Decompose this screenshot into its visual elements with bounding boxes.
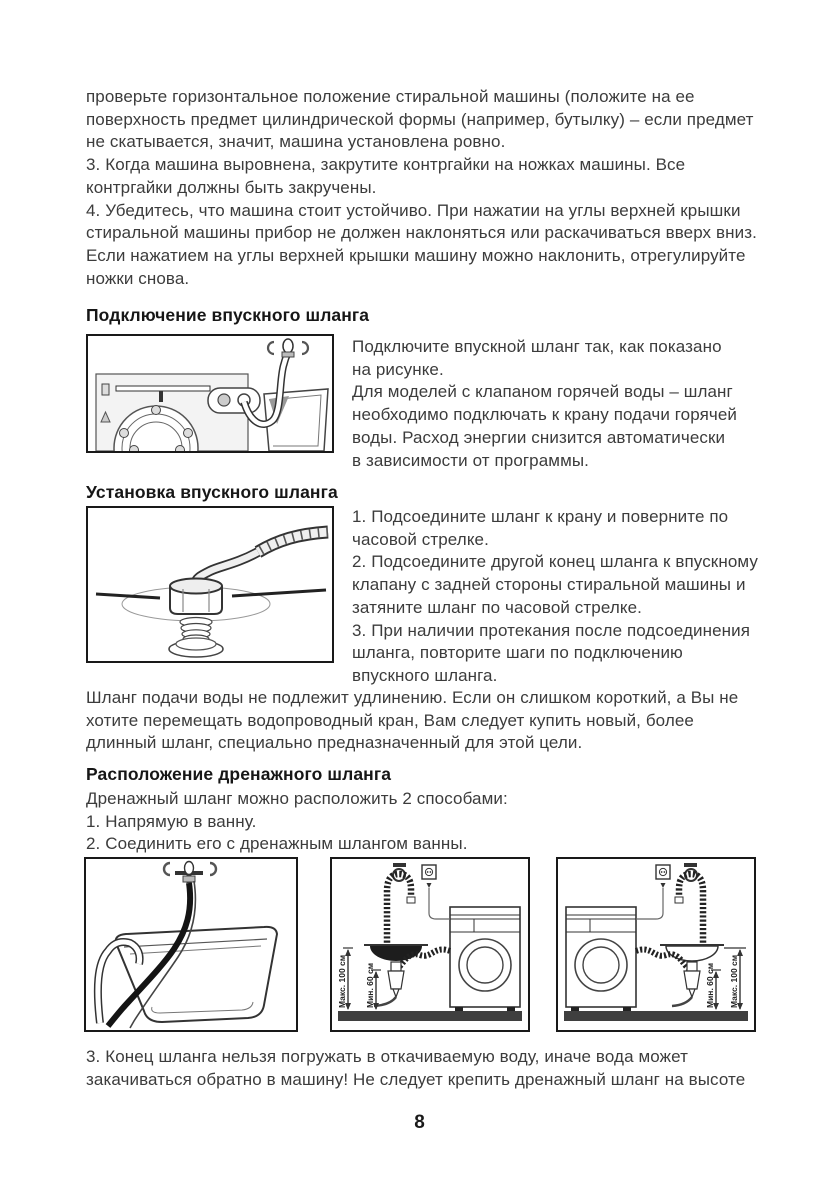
text-line: необходимо подключать к крану подачи горячей: [352, 405, 738, 425]
text-line: 3. Когда машина выровнена, закрутите контргайки на ножках машины. Все: [86, 155, 686, 175]
text-line: проверьте горизонтальное положение стиральной машины (положите на ее: [86, 87, 695, 106]
section-heading-inlet-connection: Подключение впускного шланга: [86, 305, 370, 325]
text-line: часовой стрелке.: [352, 529, 489, 549]
text-line: 1. Напрямую в ванну.: [86, 811, 257, 831]
max-height-label: Макс. 100 см: [729, 954, 739, 1008]
text-line: в зависимости от программы.: [352, 450, 590, 470]
min-height-label: Мин. 60 см: [705, 963, 715, 1008]
inlet-installation-text: [352, 506, 772, 688]
text-line: Подключите впускной шланг так, как показано: [352, 337, 722, 356]
max-height-label: Макс. 100 см: [337, 954, 347, 1008]
inlet-installation-figure: [86, 506, 334, 663]
inlet-connection-illustration: [88, 336, 332, 451]
drain-bathtub-illustration: [86, 859, 296, 1030]
text-line: шланга, повторите шаги по подключению: [352, 643, 683, 663]
text-line: контргайки должны быть закручены.: [86, 177, 377, 197]
text-line: ножки снова.: [86, 268, 190, 288]
text-line: на рисунке.: [352, 359, 444, 379]
text-line: не скатывается, значит, машина установлена ровно.: [86, 132, 506, 152]
min-height-label: Мин. 60 см: [365, 963, 375, 1008]
section-heading-inlet-installation: Установка впускного шланга: [86, 482, 338, 502]
text-line: впускного шланга.: [352, 665, 498, 685]
drain-standpipe-figure-right: [556, 857, 756, 1032]
drain-warning-paragraph: [86, 1046, 766, 1091]
section-heading-drain-hose: Расположение дренажного шланга: [86, 764, 392, 784]
text-line: Если нажатием на углы верхней крышки машину можно наклонить, отрегулируйте: [86, 245, 746, 265]
text-line: затяните шланг по часовой стрелке.: [352, 597, 642, 617]
inlet-connection-figure: [86, 334, 334, 453]
text-line: поверхность предмет цилиндрической формы (например, бутылку) – если предмет: [86, 109, 754, 129]
drain-standpipe-right-illustration: [558, 859, 754, 1030]
text-line: хотите перемещать водопроводный кран, Вам следует купить новый, более: [86, 710, 694, 730]
text-line: Для моделей с клапаном горячей воды – шланг: [352, 382, 733, 402]
text-line: 3. При наличии протекания после подсоединения: [352, 620, 751, 640]
inlet-installation-illustration: [88, 508, 332, 661]
inlet-connection-text: [352, 336, 772, 472]
text-line: Шланг подачи воды не подлежит удлинению. Если он слишком короткий, а Вы не: [86, 688, 739, 707]
drain-options-list: [86, 788, 766, 856]
text-line: Дренажный шланг можно расположить 2 способами:: [86, 789, 508, 808]
text-line: закачиваться обратно в машину! Не следует крепить дренажный шланг на высоте: [86, 1069, 746, 1089]
text-line: 3. Конец шланга нельзя погружать в откачиваемую воду, иначе вода может: [86, 1047, 688, 1066]
text-line: длинный шланг, специально предназначенный для этой цели.: [86, 733, 583, 753]
text-line: 1. Подсоедините шланг к крану и поверните по: [352, 507, 729, 526]
drain-bathtub-figure: [84, 857, 298, 1032]
page-number: 8: [414, 1112, 425, 1133]
text-line: 2. Соединить его с дренажным шлангом ванны.: [86, 834, 468, 854]
text-line: клапану с задней стороны стиральной машины и: [352, 575, 746, 595]
text-line: стиральной машины прибор не должен наклоняться или раскачиваться вверх вниз.: [86, 223, 757, 243]
text-line: 2. Подсоедините другой конец шланга к впускному: [352, 552, 758, 572]
intro-paragraphs: [86, 86, 766, 290]
text-line: 4. Убедитесь, что машина стоит устойчиво. При нажатии на углы верхней крышки: [86, 200, 741, 220]
drain-standpipe-figure-left: [330, 857, 530, 1032]
hose-note-paragraph: [86, 687, 766, 755]
drain-standpipe-left-illustration: [332, 859, 528, 1030]
text-line: воды. Расход энергии снизится автоматически: [352, 427, 726, 447]
